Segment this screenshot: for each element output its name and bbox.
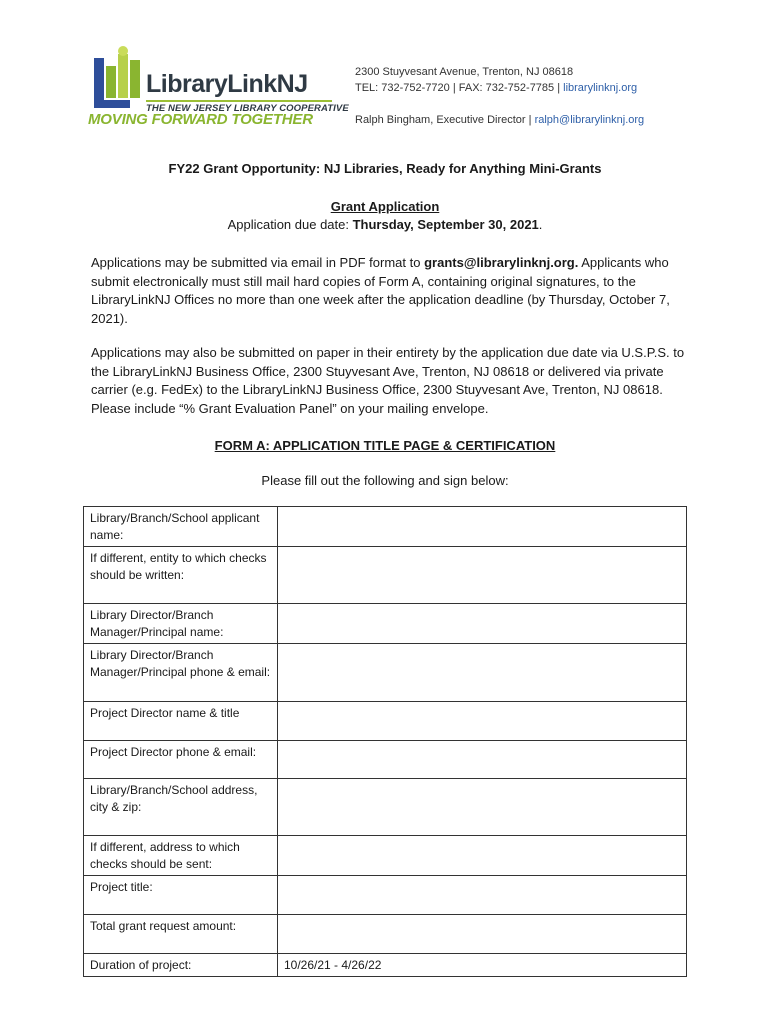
form-row [84,915,687,954]
form-row [84,836,687,876]
form-label: Total grant request amount: [84,915,278,954]
due-end: . [538,217,543,232]
form-field[interactable] [278,507,687,547]
director-line [355,112,644,128]
form-row [84,507,687,547]
grants-email: grants@librarylinknj.org. [424,255,579,270]
form-row [84,547,687,604]
form-label: If different, address to which checks should be sent: [84,836,278,876]
form-field[interactable] [278,644,687,702]
logo-mark-icon [92,46,146,110]
form-field[interactable] [278,741,687,779]
form-row [84,954,687,977]
director-name: Ralph Bingham, Executive Director | [355,114,532,126]
form-label: Library Director/Branch Manager/Principal name: [84,604,278,644]
form-row [84,604,687,644]
form-label: Duration of project: [84,954,278,977]
logo-name: LibraryLinkNJ [146,70,308,98]
form-label: Project Director name & title [84,702,278,741]
due-date-line [0,217,770,232]
form-field[interactable] [278,836,687,876]
logo-cooperative: THE NEW JERSEY LIBRARY COOPERATIVE [146,100,332,114]
director-email-link[interactable]: ralph@librarylinknj.org [534,114,645,126]
form-field[interactable] [278,876,687,915]
form-row [84,702,687,741]
form-field[interactable] [278,779,687,836]
document-subtitle: Grant Application [330,199,440,214]
form-label: If different, entity to which checks should be written: [84,547,278,604]
due-label: Application due date: [227,217,353,232]
phone-fax: TEL: 732-752-7720 | FAX: 732-752-7785 | [355,82,561,94]
form-field[interactable] [278,915,687,954]
form-row [84,876,687,915]
contact-block [355,64,644,128]
form-label: Project title: [84,876,278,915]
form-title: FORM A: APPLICATION TITLE PAGE & CERTIFICATION [214,438,556,453]
phone-fax-line [355,80,644,96]
form-row [84,741,687,779]
logo-tagline: MOVING FORWARD TOGETHER [88,111,313,128]
submission-paragraph-email [91,254,687,328]
form-label: Project Director phone & email: [84,741,278,779]
form-field[interactable] [278,604,687,644]
document-title: FY22 Grant Opportunity: NJ Libraries, Ready for Anything Mini-Grants [168,161,602,176]
library-link-nj-logo [88,46,348,132]
form-label: Library/Branch/School address, city & zip: [84,779,278,836]
address: 2300 Stuyvesant Avenue, Trenton, NJ 08618 [355,66,574,78]
due-date: Thursday, September 30, 2021 [352,217,539,232]
form-field[interactable] [278,547,687,604]
form-label: Library/Branch/School applicant name: [84,507,278,547]
submission-paragraph-paper: Applications may also be submitted on paper in their entirety by the application due date via U.S.P.S. to the LibraryLinkNJ Business Office, 2300 Stuyvesant Ave, Trenton, NJ 08618 or delivered via private carrier (e.g. FedEx) to the LibraryLinkNJ Business Office, 2300 Stuyvesant Ave, Trenton, NJ 08618. Please include “% Grant Evaluation Panel” on your mailing envelope. [91,345,685,416]
form-instructions: Please fill out the following and sign below: [261,473,509,488]
form-row [84,644,687,702]
form-field[interactable] [278,702,687,741]
form-row [84,779,687,836]
form-label: Library Director/Branch Manager/Principal phone & email: [84,644,278,702]
para1-rest: Applicants who submit electronically must still mail hard copies of Form A, containing original signatures, to the LibraryLinkNJ Offices no more than one week after the application deadline (by Thursday, October 7, 2021). [91,255,670,326]
form-field[interactable]: 10/26/21 - 4/26/22 [278,954,687,977]
para1-text: Applications may be submitted via email in PDF format to [91,255,425,270]
website-link[interactable]: librarylinknj.org [563,82,638,94]
application-form-table [83,506,687,977]
